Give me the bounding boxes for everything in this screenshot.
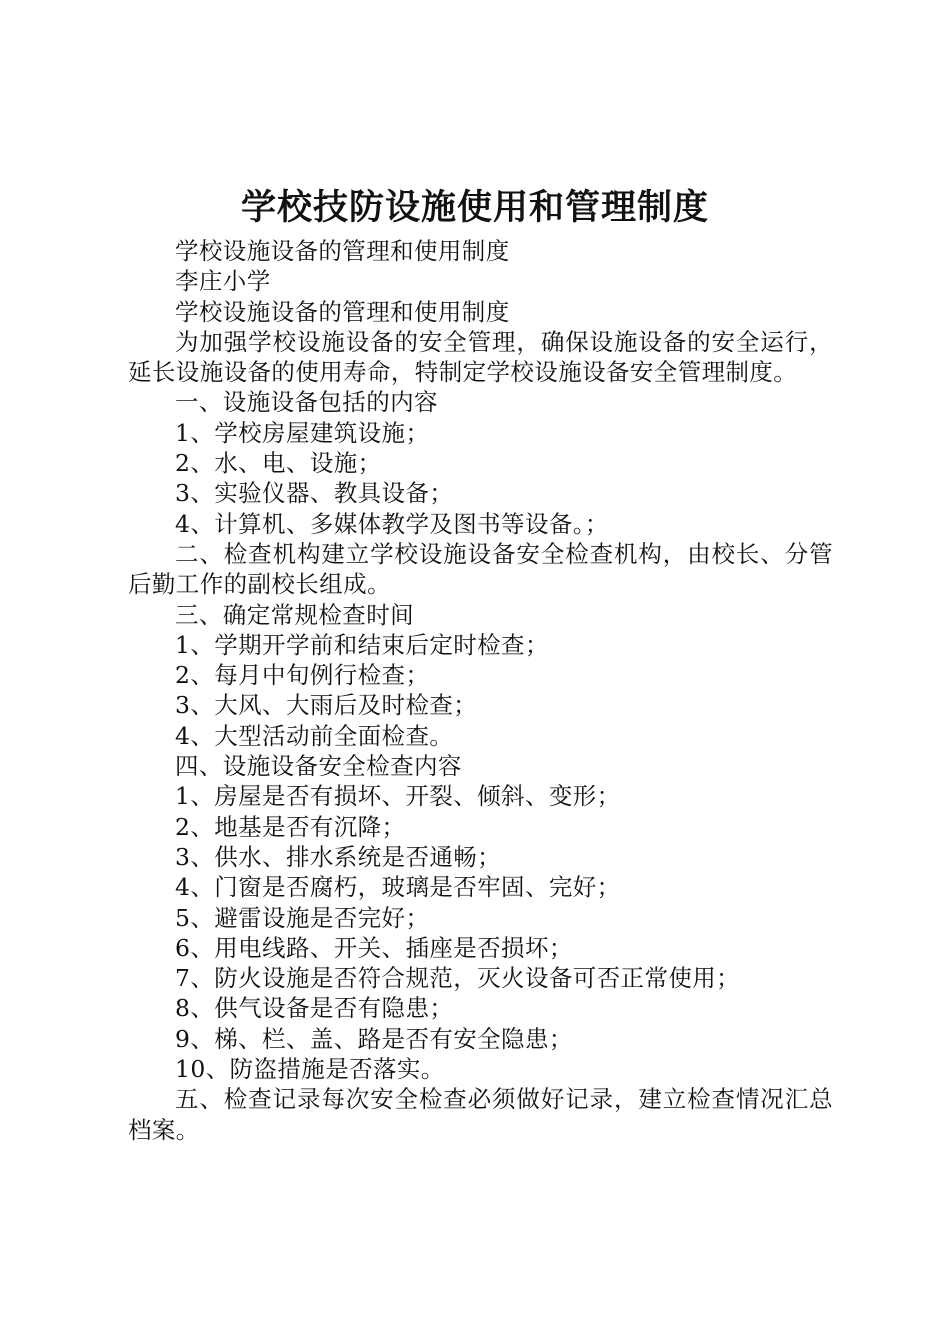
section-paragraph-2: 二、检查机构建立学校设施设备安全检查机构，由校长、分管后勤工作的副校长组成。 <box>128 539 833 599</box>
subtitle-line: 学校设施设备的管理和使用制度 <box>175 237 510 265</box>
list-item: 1、学期开学前和结束后定时检查； <box>175 630 549 659</box>
list-item: 2、每月中旬例行检查； <box>175 661 430 690</box>
list-item: 9、梯、栏、盖、路是否有安全隐患； <box>175 1024 573 1053</box>
list-item: 3、供水、排水系统是否通畅； <box>175 842 502 871</box>
section-paragraph-5: 五、检查记录每次安全检查必须做好记录，建立检查情况汇总档案。 <box>128 1085 833 1144</box>
list-item: 4、计算机、多媒体教学及图书等设备。； <box>175 509 609 538</box>
list-item: 1、学校房屋建筑设施； <box>175 418 430 447</box>
list-item: 3、实验仪器、教具设备； <box>175 479 454 508</box>
section-heading-1: 一、设施设备包括的内容 <box>175 388 438 417</box>
section-heading-3: 三、确定常规检查时间 <box>175 600 414 629</box>
document-body <box>128 236 833 1145</box>
list-item: 10、防盗措施是否落实。 <box>175 1055 445 1084</box>
list-item: 6、用电线路、开关、插座是否损坏； <box>175 933 573 962</box>
list-item: 4、大型活动前全面检查。 <box>175 721 454 750</box>
section-heading-4: 四、设施设备安全检查内容 <box>175 752 462 781</box>
intro-paragraph: 为加强学校设施设备的安全管理，确保设施设备的安全运行，延长设施设备的使用寿命，特制定学校设施设备安全管理制度。 <box>128 327 833 387</box>
list-item: 1、房屋是否有损坏、开裂、倾斜、变形； <box>175 782 621 811</box>
list-item: 4、门窗是否腐朽，玻璃是否牢固、完好； <box>175 873 621 902</box>
list-item: 7、防火设施是否符合规范，灭火设备可否正常使用； <box>175 964 741 993</box>
list-item: 8、供气设备是否有隐患； <box>175 994 454 1023</box>
list-item: 5、避雷设施是否完好； <box>175 903 430 932</box>
list-item: 2、地基是否有沉降； <box>175 812 406 841</box>
subtitle-line-repeat: 学校设施设备的管理和使用制度 <box>175 297 510 326</box>
school-name-line: 李庄小学 <box>175 267 271 296</box>
list-item: 2、水、电、设施； <box>175 449 382 478</box>
document-title: 学校技防设施使用和管理制度 <box>240 188 709 228</box>
list-item: 3、大风、大雨后及时检查； <box>175 691 478 720</box>
